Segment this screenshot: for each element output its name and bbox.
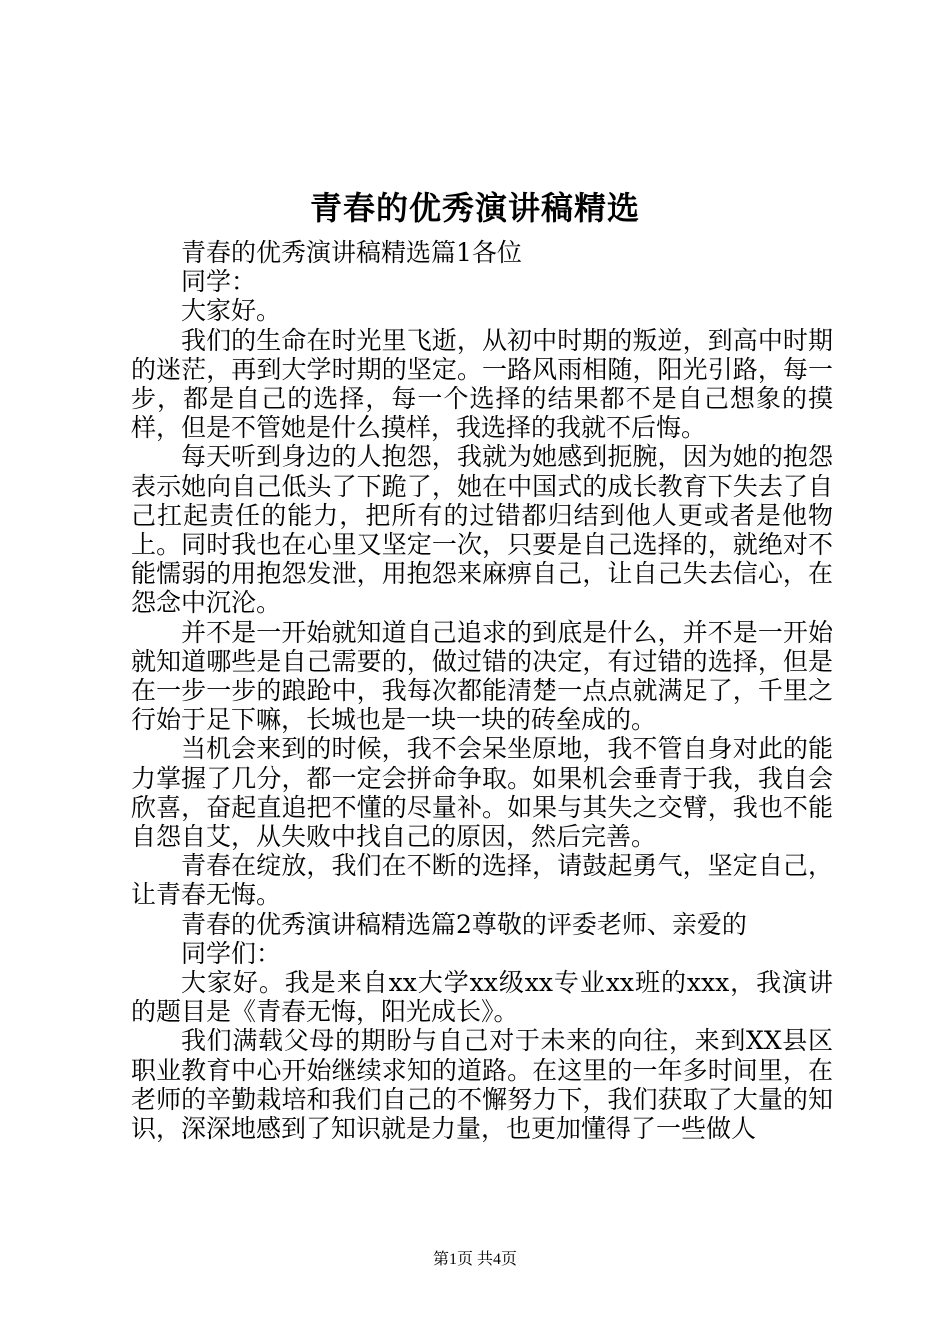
paragraph: 每天听到身边的人抱怨，我就为她感到扼腕，因为她的抱怨表示她向自己低头了下跪了，她在中国式的成长教育下失去了自己扛起责任的能力，把所有的过错都归结到他人更或者是他物上。同时我也在心里又坚定一次，只要是自己选择的，就绝对不能懦弱的用抱怨发泄，用抱怨来麻痹自己，让自己失去信心，在怨念中沉沦。 bbox=[131, 442, 833, 618]
page-footer: 第1页 共4页 bbox=[432, 1251, 517, 1268]
paragraph: 青春在绽放，我们在不断的选择，请鼓起勇气，坚定自己，让青春无悔。 bbox=[131, 851, 833, 910]
paragraph: 青春的优秀演讲稿精选篇1各位 bbox=[181, 238, 522, 267]
document-body bbox=[131, 238, 833, 1143]
paragraph: 我们的生命在时光里飞逝，从初中时期的叛逆，到高中时期的迷茫，再到大学时期的坚定。一路风雨相随，阳光引路，每一步，都是自己的选择，每一个选择的结果都不是自己想象的摸样，但是不管她是什么摸样，我选择的我就不后悔。 bbox=[131, 325, 833, 443]
paragraph: 青春的优秀演讲稿精选篇2尊敬的评委老师、亲爱的 bbox=[181, 909, 747, 939]
document-title: 青春的优秀演讲稿精选 bbox=[309, 189, 640, 227]
paragraph: 大家好。 bbox=[181, 296, 282, 326]
paragraph: 当机会来到的时候，我不会呆坐原地，我不管自身对此的能力掌握了几分，都一定会拼命争取。如果机会垂青于我，我自会欣喜，奋起直追把不懂的尽量补。如果与其失之交臂，我也不能自怨自艾，从失败中找自己的原因，然后完善。 bbox=[131, 734, 833, 852]
paragraph: 同学们： bbox=[181, 938, 282, 968]
paragraph: 我们满载父母的期盼与自己对于未来的向往，来到XX县区职业教育中心开始继续求知的道路。在这里的一年多时间里，在老师的辛勤栽培和我们自己的不懈努力下，我们获取了大量的知识，深深地感到了知识就是力量，也更加懂得了一些做人 bbox=[131, 1026, 833, 1144]
paragraph: 同学： bbox=[181, 267, 257, 297]
paragraph: 并不是一开始就知道自己追求的到底是什么，并不是一开始就知道哪些是自己需要的，做过错的决定，有过错的选择，但是在一步一步的踉跄中，我每次都能清楚一点点就满足了，千里之行始于足下嘛，长城也是一块一块的砖垒成的。 bbox=[131, 617, 833, 735]
paragraph: 大家好。我是来自xx大学xx级xx专业xx班的xxx，我演讲的题目是《青春无悔，阳光成长》。 bbox=[131, 968, 833, 1027]
